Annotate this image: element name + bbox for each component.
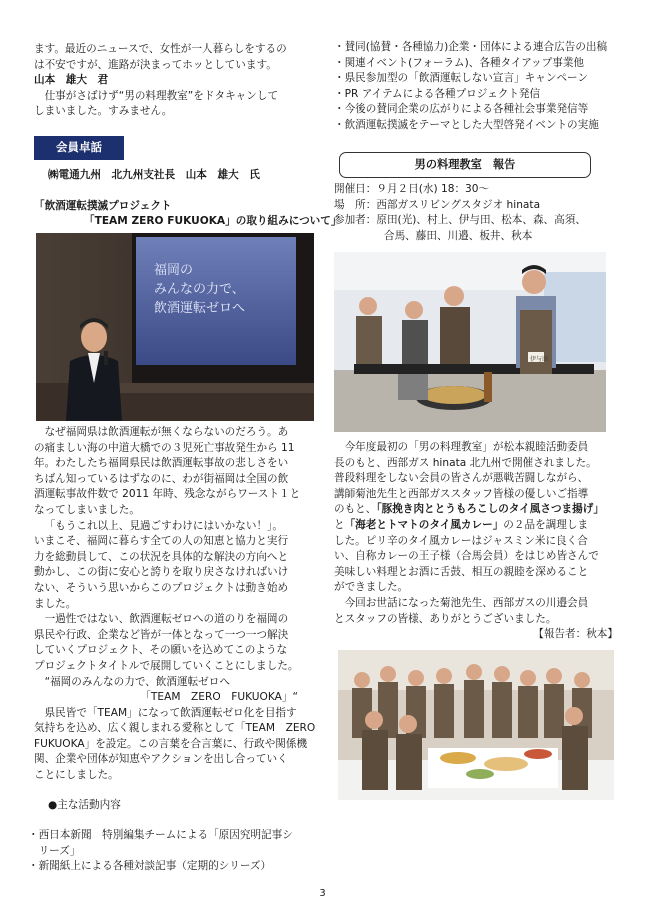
projected-slide-text: 福岡の みんなの力で、 飲酒運転ゼロへ (154, 263, 246, 316)
reporter-credit: 【報告者：秋本】 (533, 628, 618, 641)
body-line: ちばん知っているはずなのに、わが街福岡は全国の飲 (34, 472, 289, 485)
report-line: 長のもと、西部ガス hinata 北九州で開催されました。 (334, 456, 597, 469)
thanks-line: とスタッフの皆様、ありがとうございました。 (334, 612, 557, 625)
report-line: 講師菊池先生と西部ガススタッフ皆様の優しいご指導 (334, 487, 589, 500)
cooking-class-illustration (334, 252, 606, 432)
talk-title-line2: 「TEAM ZERO FUKUOKA」の取り組みについて」 (84, 215, 342, 227)
body-line: 関、企業や団体が知恵やアクションを出し合っていく (34, 753, 288, 766)
page-number: 3 (319, 888, 326, 899)
report-text: の２品を調理しま (503, 518, 589, 531)
speaker-line: ㈱電通九州 北九州支社長 山本 雄大 氏 (48, 169, 260, 181)
body-line: 動かし、この街に安心と誇りを取り戻さなければいけ (34, 566, 289, 579)
talk-title-line1: 「飲酒運転撲滅プロジェクト (34, 200, 172, 212)
dish-name-1: 「豚挽き肉ととうもろこしのタイ風さつま揚げ」 (376, 503, 604, 516)
report-line: 美味しい料理とお酒に舌鼓、相互の親睦を深めること (334, 565, 589, 578)
activity-bullet: ・賛同(協賛・各種協力)企業・団体による連合広告の出稿 (334, 41, 608, 53)
activity-item: リーズ」 (28, 844, 81, 857)
member-name: 山本 雄大 君 (34, 74, 109, 87)
body-line: ことにしました。 (34, 769, 119, 782)
activity-bullet: ・県民参加型の「飲酒運転しない宣言」キャンペーン (334, 72, 589, 85)
body-line: 「もうこれ以上、見過ごすわけにはいかない！」。 (44, 519, 283, 532)
report-line: ができました。 (334, 581, 409, 594)
body-line: していくプロジェクト、その願いを込めてこのような (34, 644, 288, 657)
body-line: 気持ちを込め、広く親しまれる愛称として「TEAM ZERO (34, 722, 316, 735)
body-line: 酒運転事故件数で 2011 年時、残念ながらワースト１と (34, 488, 301, 501)
body-line: ない、そういう思いからこのプロジェクトは動き始め (34, 581, 289, 594)
report-line: した。ピリ辛のタイ風カレーはジャスミン米に良く合 (334, 534, 588, 547)
body-line: いまこそ、福岡に暮らす全ての人の知恵と協力と実行 (34, 535, 289, 548)
event-place: 場 所：西部ガスリビングスタジオ hinata (334, 198, 541, 211)
activities-heading: ●主な活動内容 (48, 799, 121, 811)
cooking-class-photo (334, 252, 606, 432)
report-text: のもと、 (334, 503, 377, 516)
body-line: なってしまいました。 (34, 503, 140, 516)
body-line: FUKUOKA」を設定。この言葉を合言葉に、行政や関係機 (34, 737, 308, 750)
event-date: 開催日：９月２日(水) 18：30～ (334, 183, 490, 195)
work-line: しまいました。すみません。 (34, 105, 173, 118)
event-participants: 合馬、藤田、川邉、板井、秋本 (384, 229, 533, 242)
report-line: 今年度最初の「男の料理教室」が松本親睦活動委員 (344, 441, 589, 453)
group-photo (338, 650, 614, 800)
body-line: の痛ましい海の中道大橋での３児死亡事故発生から 11 (34, 441, 295, 454)
activity-bullet: ・PR アイテムによる各種プロジェクト発信 (334, 87, 541, 100)
quote-line: “福岡のみんなの力で、飲酒運転ゼロへ (44, 675, 230, 688)
report-text: と (334, 518, 345, 531)
activity-item: ・西日本新聞 特別編集チームによる「原因究明記事シ (28, 829, 293, 841)
activity-bullet: ・関連イベント(フォーラム)、各種タイアップ事業他 (334, 56, 585, 69)
report-line: い、自称カレーの王子様（合馬会員）をはじめ皆さんで (334, 550, 599, 563)
body-line: なぜ福岡県は飲酒運転が無くならないのだろう。あ (44, 426, 289, 438)
intro-line: ます。最近のニュースで、女性が一人暮らしをするの (34, 43, 287, 55)
group-photo-illustration (338, 650, 614, 800)
section-header-member-talk: 会員卓話 (34, 136, 124, 160)
activity-item: ・新聞紙上による各種対談記事（定期的シリーズ） (28, 860, 272, 873)
body-line: 一過性ではない、飲酒運転ゼロへの道のりを福岡の (44, 613, 289, 626)
thanks-line: 今回お世話になった菊池先生、西部ガスの川邉会員 (344, 596, 589, 609)
report-line: 普段料理をしない会員の皆さんが悪戦苦闘しながら、 (334, 472, 589, 485)
body-line: 年。わたしたち福岡県民は飲酒運転事故の悲しさをい (34, 457, 289, 470)
apron-name-tag: 伊与田 (530, 356, 549, 363)
report-line (334, 518, 618, 534)
report-title-box (339, 152, 591, 178)
activity-bullet: ・飲酒運転撲滅をテーマとした大型啓発イベントの実施 (334, 118, 599, 131)
report-title: 男の料理教室 報告 (414, 158, 516, 171)
body-line: ました。 (34, 597, 77, 610)
quote-line: 「TEAM ZERO FUKUOKA」“ (140, 691, 298, 704)
speaker-photo (36, 233, 314, 421)
body-line: 県民皆で「TEAM」になって飲酒運転ゼロ化を目指す (44, 706, 297, 719)
intro-line: は不安ですが、進路が決まってホッとしています。 (34, 58, 277, 71)
work-line: 仕事がさばけず“男の料理教室”をドタキャンして (44, 89, 279, 102)
dish-name-2: 「海老とトマトのタイ風カレー」 (344, 518, 504, 531)
body-line: プロジェクトタイトルで展開していくことにしました。 (34, 659, 299, 672)
body-line: 県民や行政、企業など皆が一体となって一つ一つ解決 (34, 628, 289, 641)
activity-bullet: ・今後の賛同企業の広がりによる各種社会事業発信等 (334, 103, 589, 116)
body-line: 力を総動員して、この状況を具体的な解決の方向へと (34, 550, 289, 563)
event-participants: 参加者：原田(光)、村上、伊与田、松本、森、高須、 (334, 214, 586, 227)
report-line (334, 502, 618, 518)
